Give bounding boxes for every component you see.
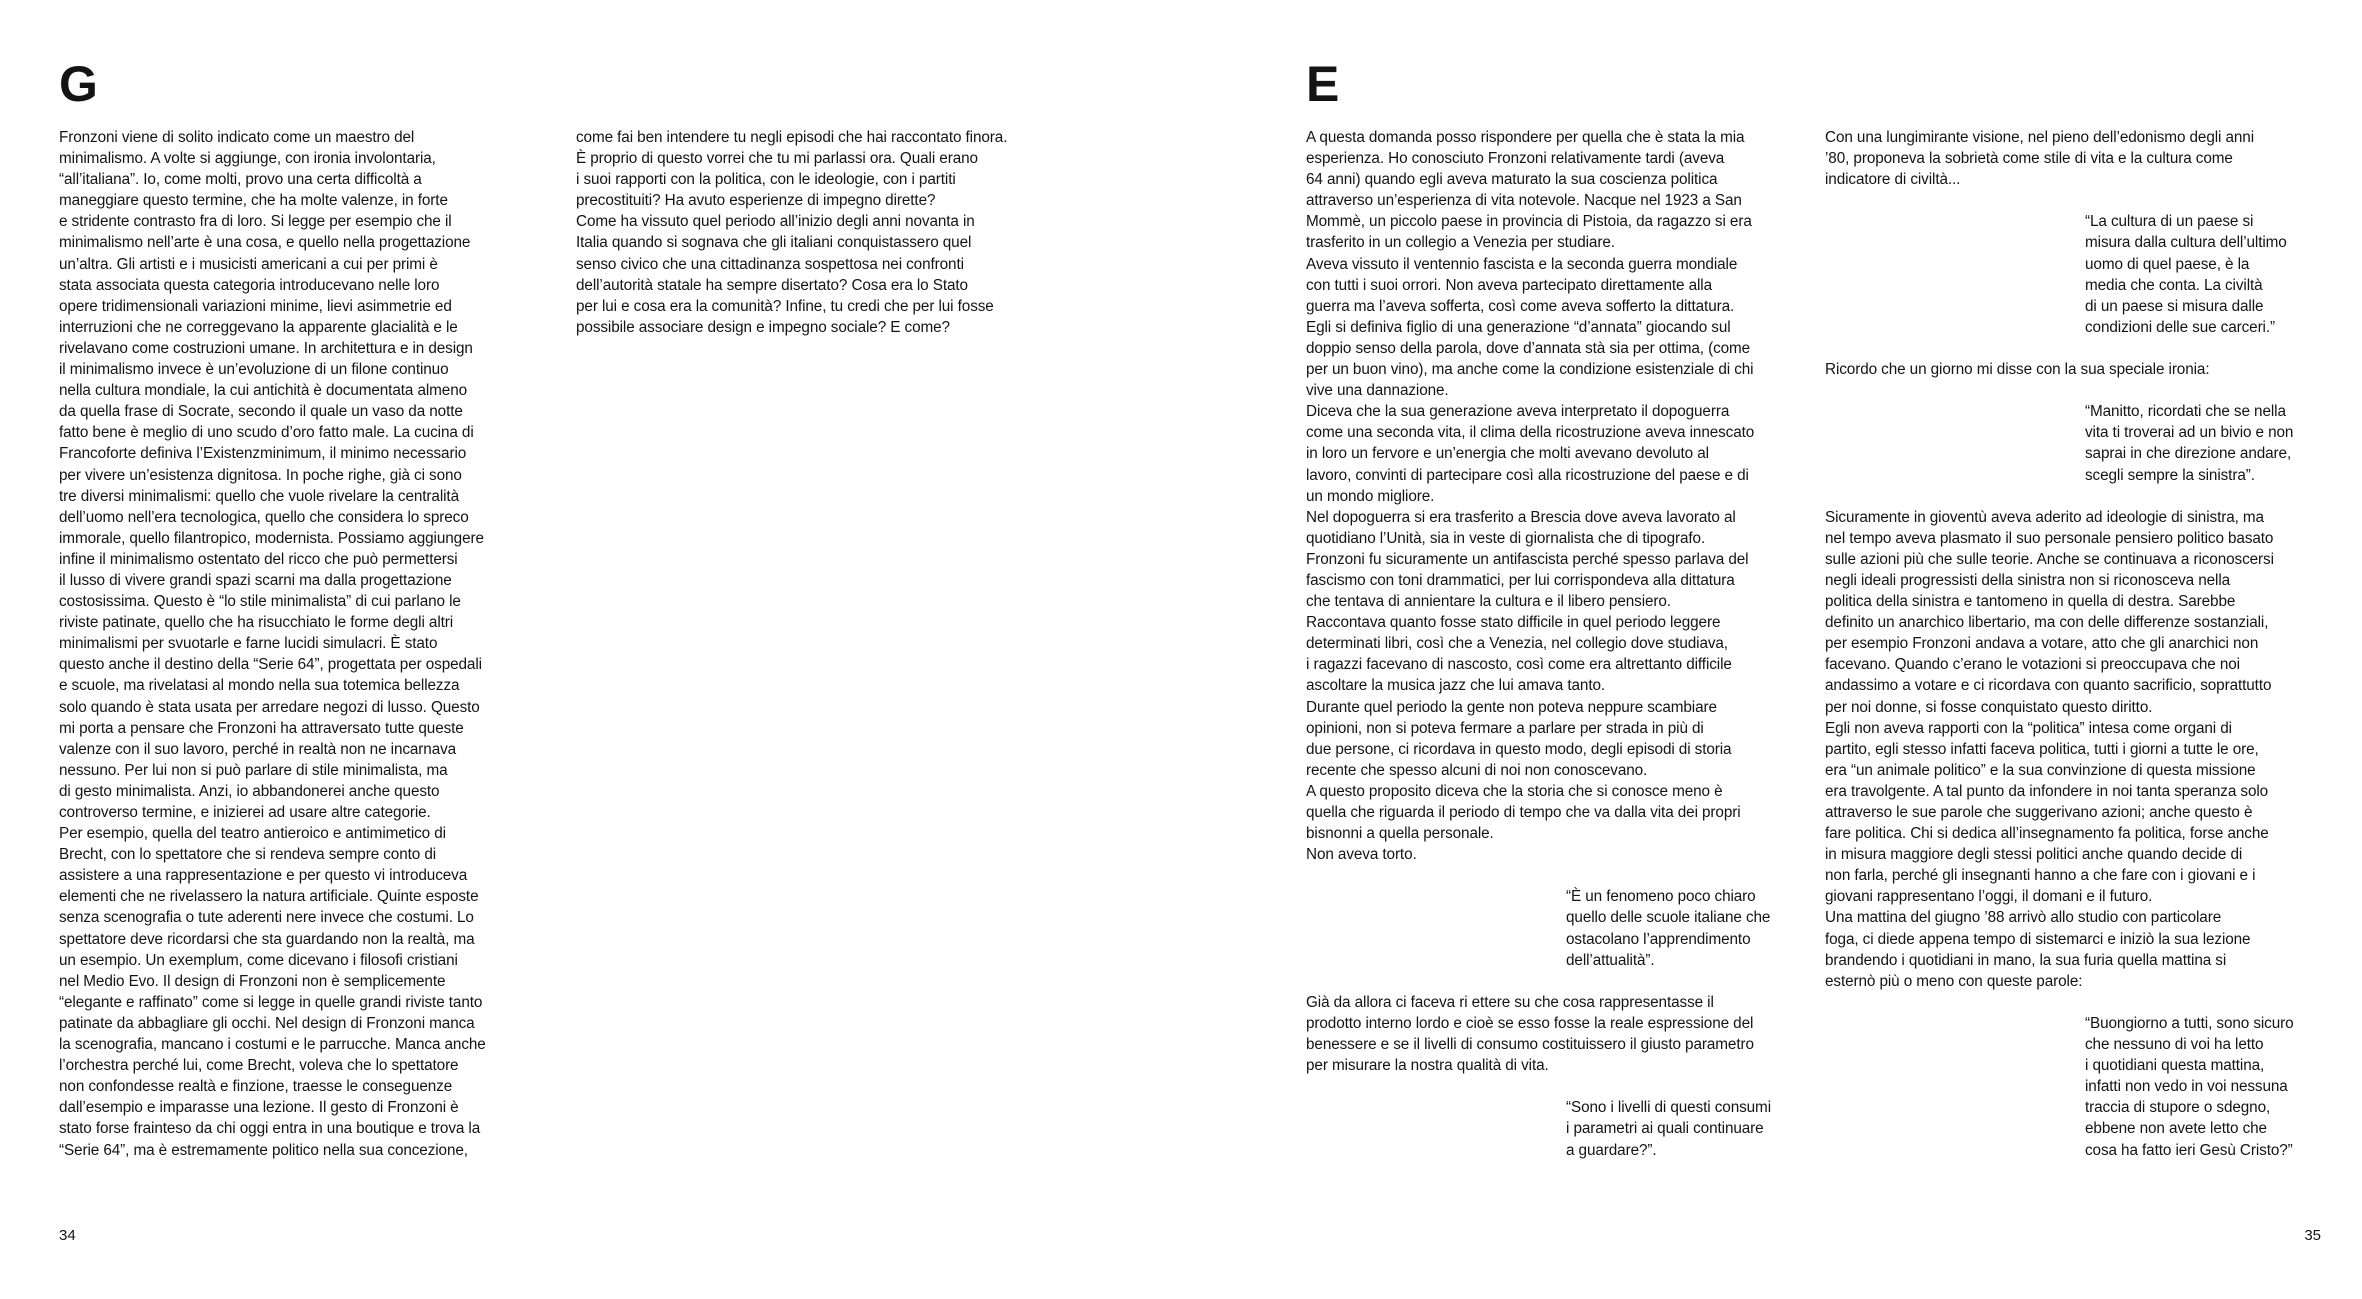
body-paragraph: A questa domanda posso rispondere per quella che è stata la mia esperienza. Ho conosciuto Fronzoni relativamente tardi (aveva 64 anni) quando egli aveva maturato la sua coscienza politica attraverso un’esperienza di vita notevole. Nacque nel 1923 a San Mommè, un piccolo paese in provincia di Pistoia, da ragazzo si era trasferito in un collegio a Venezia per studiare. Aveva vissuto il ventennio fascista e la seconda guerra mondiale con tutti i suoi orrori. Non aveva partecipato direttamente alla guerra ma l’aveva sofferta, così come aveva sofferto la dittatura. Egli si definiva figlio di una generazione “d’annata” giocando sul doppio senso della parola, dove d’annata stà sia per ottima, (come per un buon vino), ma anche come la condizione esistenziale di chi vive una dannazione. Diceva che la sua generazione aveva interpretato il dopoguerra come una seconda vita, il clima della ricostruzione aveva innescato in loro un fervore e un’energia che molti avevano devoluto al lavoro, convinti di partecipare così alla ricostruzione del paese e di un mondo migliore. Nel dopoguerra si era trasferito a Brescia dove aveva lavorato al quotidiano l’Unità, sia in veste di giornalista che di tipografo. Fronzoni fu sicuramente un antifascista perché spesso parlava del fascismo con toni drammatici, per lui corrispondeva alla dittatura che tentava di annientare la cultura e il libero pensiero. Raccontava quanto fosse stato difficile in quel periodo leggere determinati libri, così che a Venezia, nel collegio dove studiava, i ragazzi facevano di nascosto, così come era altrettanto difficile ascoltare la musica jazz che lui amava tanto. Durante quel periodo la gente non poteva neppure scambiare opinioni, non si poteva fermare a parlare per strada in più di due persone, ci ricordava in questo modo, degli episodi di storia recente che spesso alcuni di noi non conoscevano. A questo proposito diceva che la storia che si conosce meno è quella che riguarda il periodo di tempo che va dalla vita dei propri bisnonni a quella personale. Non aveva torto. [1306,129,1755,864]
body-paragraph: Fronzoni viene di solito indicato come un maestro del minimalismo. A volte si aggiunge, con ironia involontaria, “all’italiana”. Io, come molti, provo una certa difficoltà a maneggiare questo termine, che ha molte valenze, in forte e stridente contrasto fra di loro. Si legge per esempio che il minimalismo nell’arte è una cosa, e quello nella progettazione un’altra. Gli artisti e i musicisti americani a cui per primi è stata associata questa categoria introducevano nelle loro opere tridimensionali variazioni minime, lievi asimmetrie ed interruzioni che ne correggevano la apparente glacialità e le rivelavano come costruzioni umane. In architettura e in design il minimalismo invece è un’evoluzione di un filone continuo nella cultura mondiale, la cui antichità è documentata almeno da quella frase di Socrate, secondo il quale un vaso da notte fatto bene è meglio di uno scudo d’oro fatto male. La cucina di Francoforte definiva l’Existenzminimum, il minimo necessario per vivere un’esistenza dignitosa. In poche righe, già ci sono tre diversi minimalismi: quello che vuole rivelare la centralità dell’uomo nell’era tecnologica, quello che considera lo spreco immorale, quello filantropico, modernista. Possiamo aggiungere infine il minimalismo ostentato del ricco che può permettersi il lusso di vivere grandi spazi scarni ma dalla progettazione costosissima. Questo è “lo stile minimalista” di cui parlano le riviste patinate, quello che ha risucchiato le forme degli altri minimalismi per svuotarle e farne lucidi simulacri. È stato questo anche il destino della “Serie 64”, progettata per ospedali e scuole, ma rivelatasi al mondo nella sua totemica bellezza solo quando è stata usata per arredare negozi di lusso. Questo mi porta a pensare che Fronzoni ha attraversato tutte queste valenze con il suo lavoro, perché in realtà non ne incarnava nessuno. Per lui non si può parlare di stile minimalista, ma di gesto minimalista. Anzi, io abbandonerei anche questo controverso termine, e inizierei ad usare altre categorie. Per esempio, quella del teatro antieroico e antimimetico di Brecht, con lo spettatore che si rendeva sempre conto di assistere a una rappresentazione e per questo vi introduceva elementi che ne rivelassero la natura artificiale. Quinte esposte senza scenografia o tute aderenti nere invece che costumi. Lo spettatore deve ricordarsi che sta guardando non la realtà, ma un esempio. Un exemplum, come dicevano i filosofi cristiani nel Medio Evo. Il design di Fronzoni non è semplicemente “elegante e raffinato” come si legge in quelle grandi riviste tanto patinate da abbagliare gli occhi. Nel design di Fronzoni manca la scenografia, mancano i costumi e le parrucche. Manca anche l’orchestra perché lui, come Brecht, voleva che lo spettatore non confondesse realtà e finzione, traesse le conseguenze dall’esempio e imparasse una lezione. Il gesto di Fronzoni è stato forse frainteso da chi oggi entra in una boutique e trova la “Serie 64”, ma è estremamente politico nella sua concezione, [59,129,486,1159]
right-column-2 [1825,127,2345,1161]
page-number: 34 [59,1227,76,1244]
section-letter: E [1306,56,1341,112]
pull-quote: “È un fenomeno poco chiaro quello delle scuole italiane che ostacolano l’apprendimento dell’attualità”. [1566,888,1771,969]
body-paragraph: Già da allora ci faceva ri ettere su che cosa rappresentasse il prodotto interno lordo e cioè se esso fosse la reale espressione del benessere e se il livelli di consumo costituissero il giusto parametro per misurare la nostra qualità di vita. [1306,993,1754,1075]
body-paragraph: Sicuramente in gioventù aveva aderito ad ideologie di sinistra, ma nel tempo aveva plasmato il suo personale pensiero politico basato sulle azioni più che sulle teorie. Anche se continuava a riconoscersi negli ideali progressisti della sinistra non si riconosceva nella politica della sinistra e tantomeno in quella di destra. Sarebbe definito un anarchico libertario, ma con delle differenze sostanziali, per esempio Fronzoni andava a votare, atto che gli anarchici non facevano. Quando c’erano le votazioni si preoccupava che noi andassimo a votare e ci ricordava con quanto sacrificio, soprattutto per noi donne, si fosse conquistato questo diritto. Egli non aveva rapporti con la “politica” intesa come organi di partito, egli stesso infatti faceva politica, tutti i giorni a tutte le ore, era “un animale politico” e la sua convinzione di questa missione era travolgente. A tal punto da infondere in noi tanta speranza solo attraverso le sue parole che suggerivano azioni; anche questo è fare politica. Chi si dedica all’insegnamento fa politica, forse anche in misura maggiore degli stessi politici anche quando decide di non farla, perché gli insegnanti hanno a che fare con i giovani e i giovani rappresentano l’oggi, il domani e il futuro. Una mattina del giugno ’88 arrivò allo studio con particolare foga, ci diede appena tempo di sistemarci e iniziò la sua lezione brandendo i quotidiani in mano, la sua furia quella mattina si esternò più o meno con queste parole: [1825,508,2274,990]
section-letter: G [59,56,99,112]
body-paragraph: Con una lungimirante visione, nel pieno dell’edonismo degli anni ’80, proponeva la sobrietà come stile di vita e la cultura come indicatore di civiltà... [1825,129,2254,189]
body-paragraph: come fai ben intendere tu negli episodi che hai raccontato finora. È proprio di questo vorrei che tu mi parlassi ora. Quali erano i suoi rapporti con la politica, con le ideologie, con i partiti precostituiti? Ha avuto esperienze di impegno dirette? Come ha vissuto quel periodo all’inizio degli anni novanta in Italia quando si sognava che gli italiani conquistassero quel senso civico che una cittadinanza sospettosa nei confronti dell’autorità statale ha sempre disertato? Cosa era lo Stato per lui e cosa era la comunità? Infine, tu credi che per lui fosse possibile associare design e impegno sociale? E come? [576,129,1008,336]
body-paragraph: Ricordo che un giorno mi disse con la sua speciale ironia: [1825,361,2210,379]
pull-quote: “La cultura di un paese si misura dalla cultura dell’ultimo uomo di quel paese, è la media che conta. La civiltà di un paese si misura dalle condizioni delle sue carceri.” [2085,213,2287,336]
pull-quote: “Buongiorno a tutti, sono sicuro che nessuno di voi ha letto i quotidiani questa mattina, infatti non vedo in voi nessuna traccia di stupore o sdegno, ebbene non avete letto che cosa ha fatto ieri Gesù Cristo?” [2085,1014,2294,1159]
left-column-2 [576,127,1096,338]
pull-quote: “Manitto, ricordati che se nella vita ti troverai ad un bivio e non saprai in che direzione andare, scegli sempre la sinistra”. [2085,403,2294,484]
right-column-1 [1306,127,1811,1161]
left-column-1 [59,127,549,1161]
pull-quote: “Sono i livelli di questi consumi i parametri ai quali continuare a guardare?”. [1566,1099,1772,1159]
right-page [1181,0,2362,1299]
page-number: 35 [2304,1227,2321,1244]
